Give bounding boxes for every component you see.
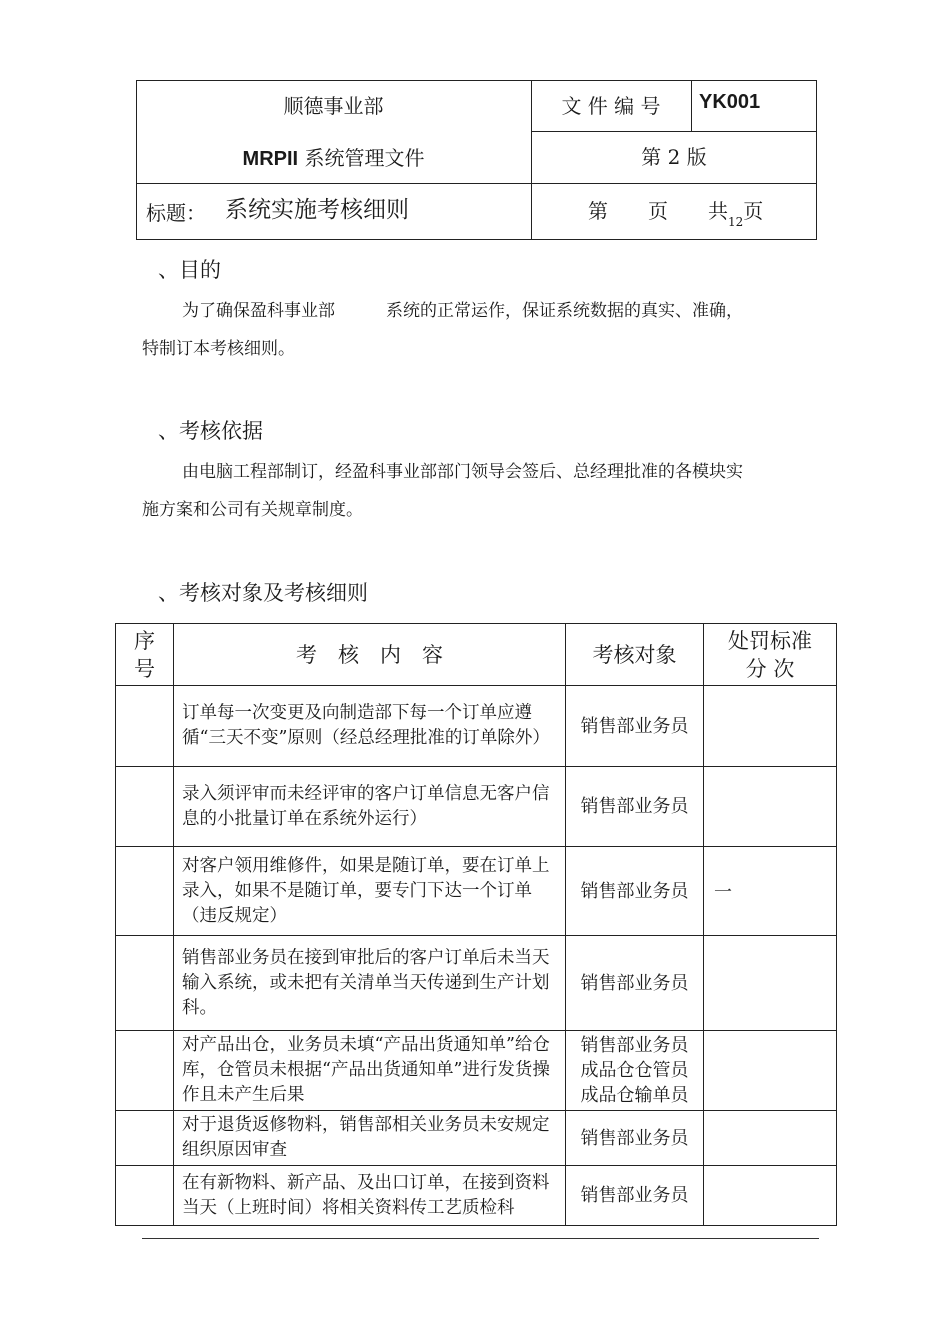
table-row: [116, 1166, 837, 1226]
file-number-value: YK001: [699, 91, 761, 113]
row-penalty: [704, 686, 837, 767]
row-target: 销售部业务员: [566, 1111, 704, 1166]
header-penalty: [704, 624, 837, 686]
row-no: [116, 847, 174, 936]
row-content: 对于退货返修物料，销售部相关业务员未安规定组织原因审查: [174, 1111, 566, 1166]
row-content: 录入须评审而未经评审的客户订单信息无客户信息的小批量订单在系统外运行）: [174, 767, 566, 847]
section-purpose-title: 、目的: [158, 258, 221, 282]
row-no: [116, 686, 174, 767]
row-penalty: [704, 1031, 837, 1111]
row-target: 销售部业务员 成品仓仓管员 成品仓输单员: [566, 1031, 704, 1111]
header-divider-right-1: [531, 131, 817, 132]
assessment-table: [115, 623, 837, 1226]
page-info-suffix: 页: [743, 199, 764, 223]
section-rules-title: 、考核对象及考核细则: [158, 581, 368, 605]
row-content: 销售部业务员在接到审批后的客户订单后未当天输入系统，或未把有关清单当天传递到生产计划科。: [174, 936, 566, 1031]
row-content: 在有新物料、新产品、及出口订单，在接到资料当天（上班时间）将相关资料传工艺质检科: [174, 1166, 566, 1226]
row-penalty: [704, 936, 837, 1031]
row-no: [116, 1166, 174, 1226]
table-row: [116, 936, 837, 1031]
table-header-row: [116, 624, 837, 686]
row-target: 销售部业务员: [566, 1166, 704, 1226]
header-border-top: [136, 80, 817, 81]
section-purpose-line-2: 特制订本考核细则。: [142, 339, 295, 359]
row-target: 销售部业务员: [566, 767, 704, 847]
row-no: [116, 1111, 174, 1166]
header-content: 考 核 内 容: [174, 624, 566, 686]
header-no-line-1: 序: [134, 628, 155, 653]
section-basis-line-1: 由电脑工程部制订，经盈科事业部部门领导会签后、总经理批准的各模块实: [182, 462, 743, 482]
version-label: 第 2 版: [641, 145, 707, 169]
document-series-bold: MRPII: [242, 148, 299, 170]
row-penalty: [704, 767, 837, 847]
row-content: 对产品出仓，业务员未填“产品出货通知单”给仓库，仓管员未根据“产品出货通知单”进行发货操作且未产生后果: [174, 1031, 566, 1111]
file-number-label: 文 件 编 号: [561, 94, 661, 118]
header-penalty-line-2: 分 次: [745, 656, 795, 681]
header-no-line-2: 号: [134, 656, 155, 681]
section-purpose-line-1: 为了确保盈科事业部 系统的正常运作，保证系统数据的真实、准确，: [182, 301, 743, 321]
row-penalty: [704, 1111, 837, 1166]
department-name: 顺德事业部: [283, 94, 384, 118]
header-border-bottom: [136, 239, 817, 240]
page-info-prefix: 第 页 共: [588, 199, 728, 223]
row-target: 销售部业务员: [566, 936, 704, 1031]
document-series-title: [136, 142, 531, 171]
table-row: [116, 1031, 837, 1111]
table-row: [116, 847, 837, 936]
page-total: 12: [728, 215, 744, 229]
row-penalty: [704, 1166, 837, 1226]
header-no: [116, 624, 174, 686]
section-basis-line-2: 施方案和公司有关规章制度。: [142, 500, 363, 520]
row-no: [116, 767, 174, 847]
table-row: [116, 686, 837, 767]
subject-value: 系统实施考核细则: [225, 197, 409, 223]
row-no: [116, 1031, 174, 1111]
row-penalty: 一: [704, 847, 837, 936]
header-divider-row-3: [136, 183, 817, 184]
header-target: 考核对象: [566, 624, 704, 686]
row-target: 销售部业务员: [566, 847, 704, 936]
footer-divider: [142, 1238, 819, 1239]
header-divider-fileno: [691, 80, 692, 132]
row-no: [116, 936, 174, 1031]
page-info: [588, 195, 763, 229]
row-target: 销售部业务员: [566, 686, 704, 767]
section-basis-title: 、考核依据: [158, 419, 263, 443]
table-row: [116, 767, 837, 847]
row-content: 订单每一次变更及向制造部下每一个订单应遵循“三天不变”原则（经总经理批准的订单除外）: [174, 686, 566, 767]
row-content: 对客户领用维修件，如果是随订单，要在订单上录入，如果不是随订单，要专门下达一个订单（违反规定）: [174, 847, 566, 936]
subject-label: 标题：: [146, 201, 206, 225]
header-penalty-line-1: 处罚标准: [728, 628, 812, 653]
table-row: [116, 1111, 837, 1166]
document-series-rest: 系统管理文件: [298, 146, 425, 170]
